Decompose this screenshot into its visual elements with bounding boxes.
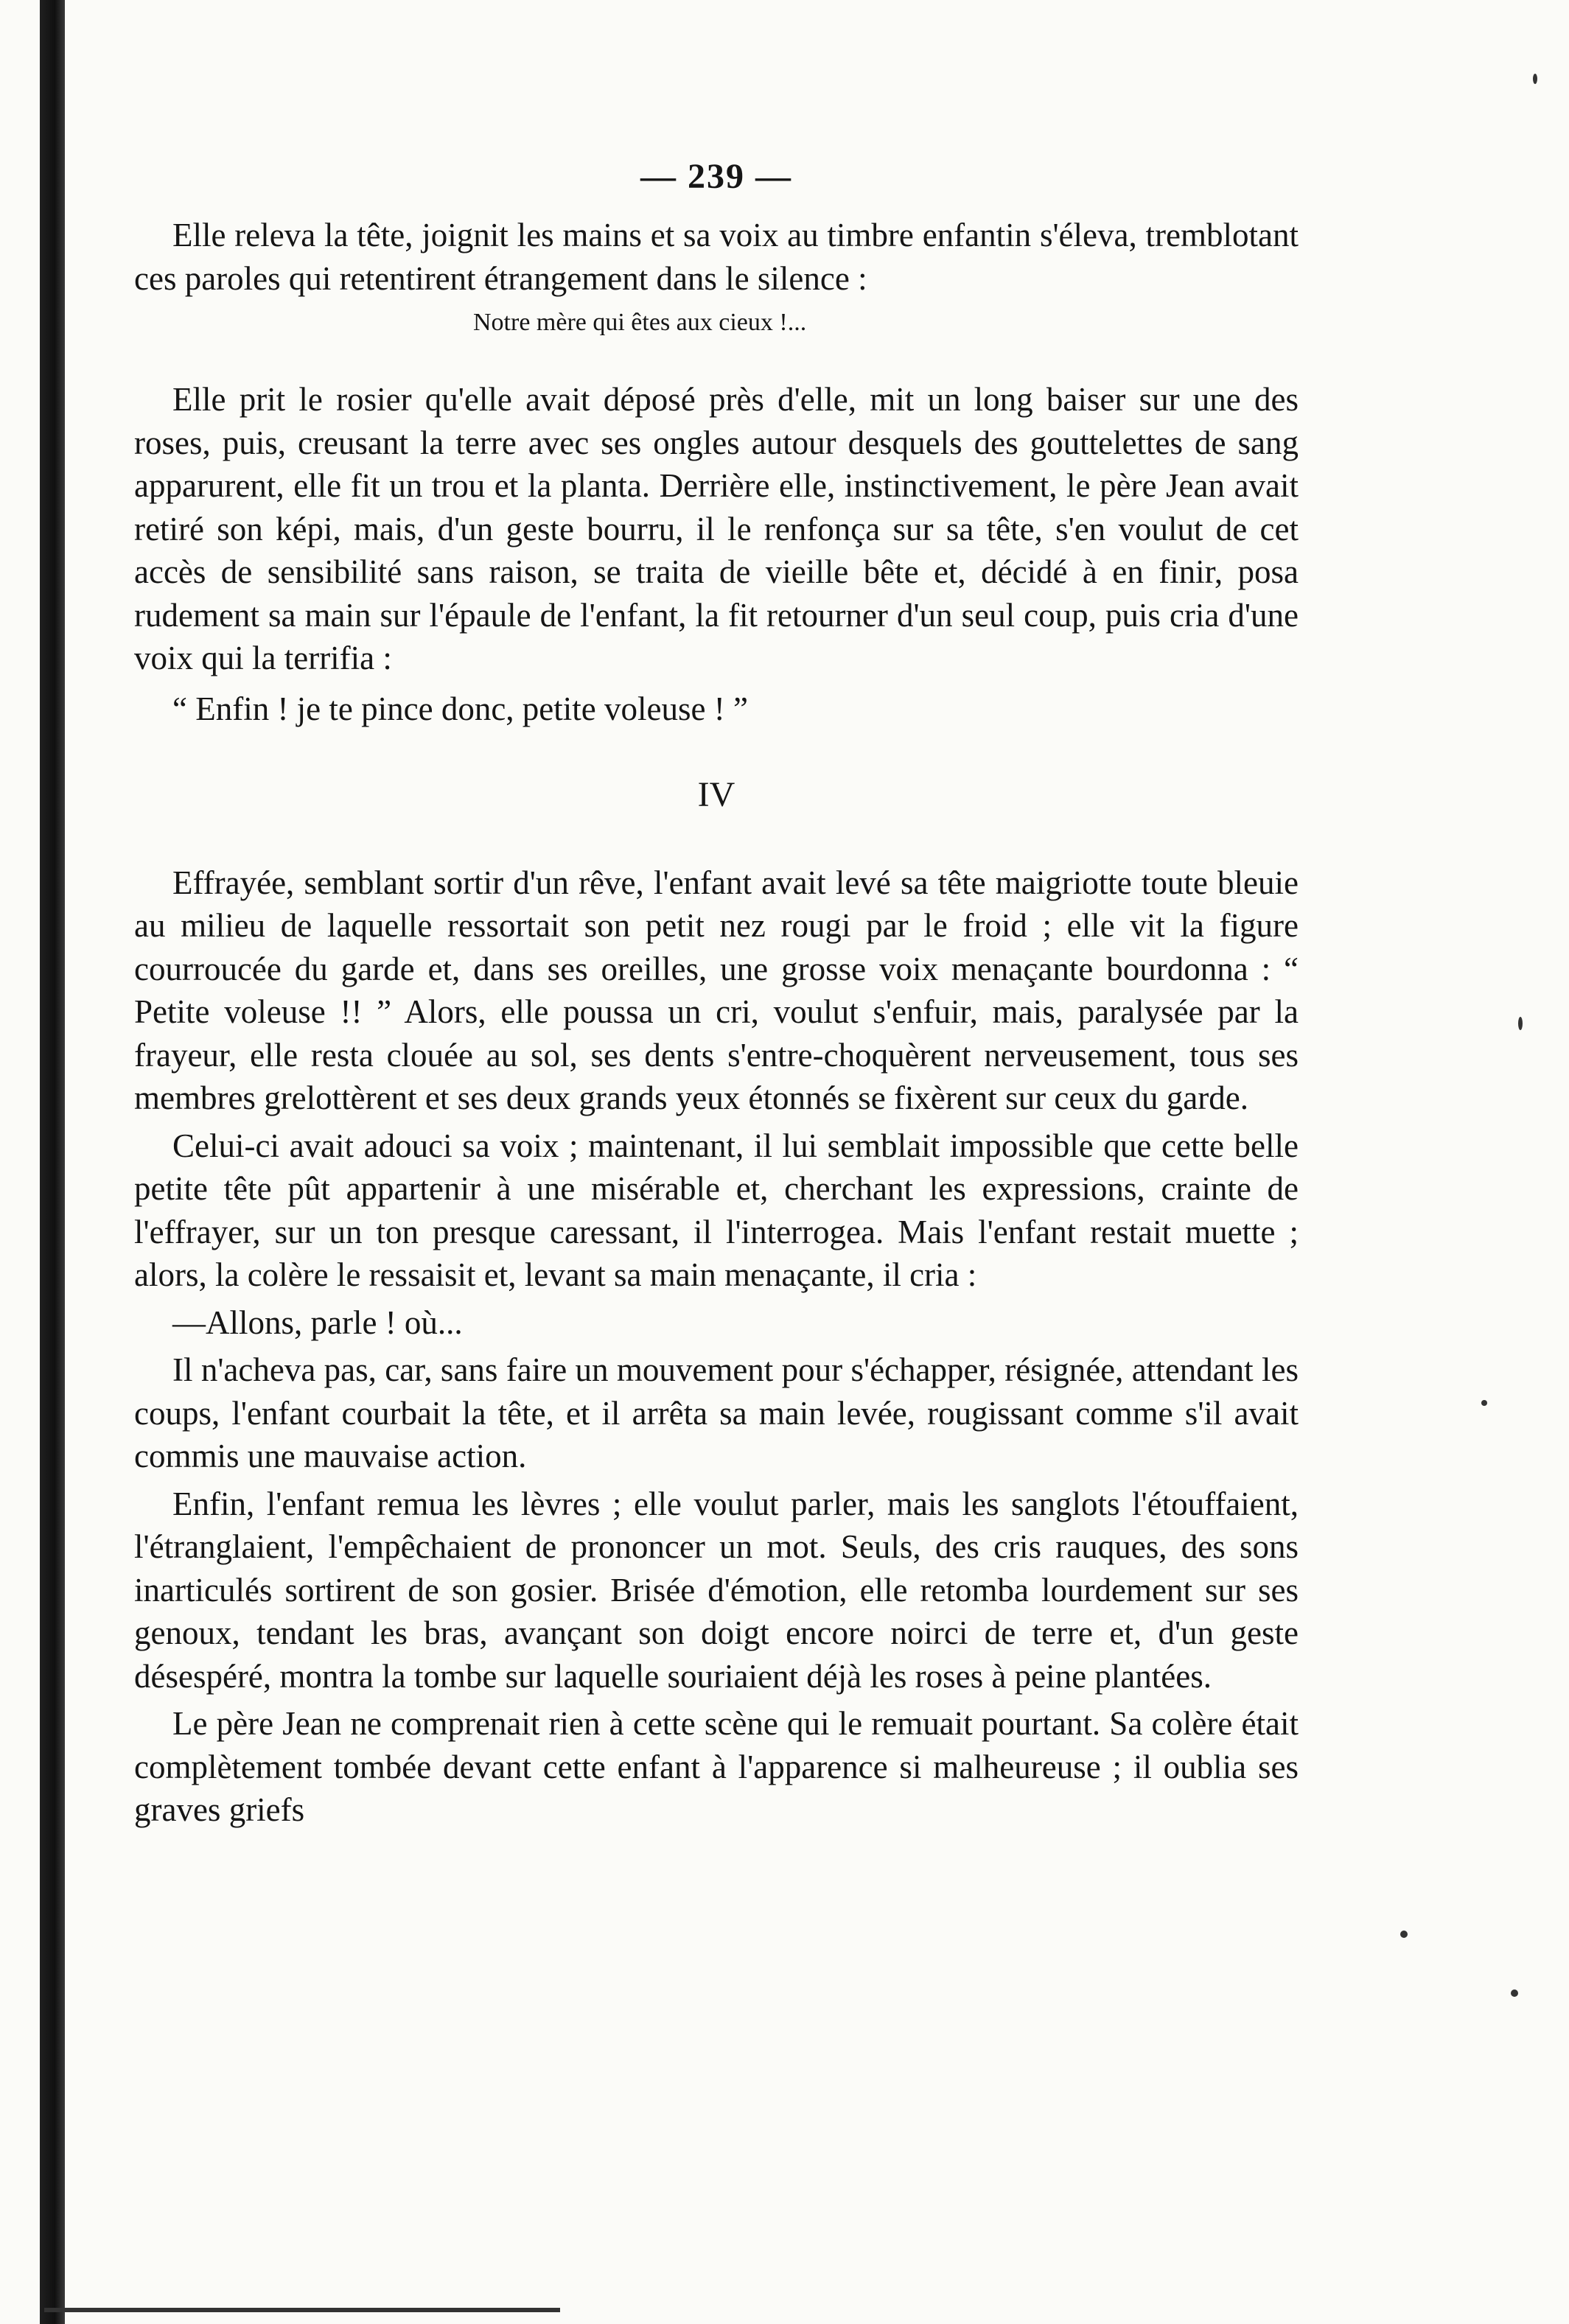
paragraph-2: Elle prit le rosier qu'elle avait déposé près d'elle, mit un long baiser sur une des roses, puis, creusant la terre avec ses ongles autour desquels des gouttelettes de sang apparurent, elle fit un trou et la planta. Derrière elle, instinctivement, le père Jean avait retiré son képi, mais, d'un geste bourru, il le renfonça sur sa tête, s'en voulut de cet accès de sensibilité sans raison, se traita de vieille bête et, décidé à en finir, posa rudement sa main sur l'épaule de l'enfant, la fit retourner d'un seul coup, puis cria d'une voix qui la terrifia :: [134, 381, 1299, 676]
prayer-line: Notre mère qui êtes aux cieux !...: [473, 309, 807, 336]
scan-speck: [1533, 74, 1537, 84]
page-number: — 239 —: [640, 157, 792, 196]
paragraph-7: Le père Jean ne comprenait rien à cette scène qui le remuait pourtant. Sa colère était complètement tombée devant cette enfant à l'apparence si malheureuse ; il oublia ses graves griefs: [134, 1705, 1299, 1828]
dialogue-line: —Allons, parle ! où...: [172, 1303, 463, 1341]
scan-speck: [1481, 1400, 1487, 1406]
paragraph-6: Enfin, l'enfant remua les lèvres ; elle voulut parler, mais les sanglots l'étouffaient, l'étranglaient, l'empêchaient de prononcer un mot. Seuls, des cris rauques, des sons inarticulés sortirent de son gosier. Brisée d'émotion, elle retomba lourdement sur ses genoux, tendant les bras, avançant son doigt encore noirci de terre et, d'un geste désespéré, montra la tombe sur laquelle souriaient déjà les roses à peine plantées.: [134, 1485, 1299, 1695]
scan-binding-edge: [40, 0, 65, 2324]
scan-speck: [1511, 1989, 1518, 1997]
paragraph-5: Il n'acheva pas, car, sans faire un mouvement pour s'échapper, résignée, attendant les coups, l'enfant courbait la tête, et il arrêta sa main levée, rougissant comme s'il avait commis une mauvaise action.: [134, 1351, 1299, 1474]
scan-speck: [1400, 1931, 1408, 1938]
paragraph-3: Effrayée, semblant sortir d'un rêve, l'enfant avait levé sa tête maigriotte toute bleuie au milieu de laquelle ressortait son petit nez rougi par le froid ; elle vit la figure courroucée du garde et, dans ses oreilles, une grosse voix menaçante bourdonna : “ Petite voleuse !! ” Alors, elle poussa un cri, voulut s'enfuir, mais, paralysée par la frayeur, elle resta clouée au sol, ses dents s'entre-choquèrent nerveusement, tous ses membres grelottèrent et ses deux grands yeux étonnés se fixèrent sur ceux du garde.: [134, 864, 1299, 1116]
paragraph-1: Elle releva la tête, joignit les mains et sa voix au timbre enfantin s'éleva, tremblotant ces paroles qui retentirent étrangement dans le silence :: [134, 217, 1299, 297]
book-page: [134, 155, 1299, 1836]
scan-bottom-edge: [44, 2308, 560, 2312]
scan-speck: [1518, 1017, 1523, 1030]
exclamation-quote: “ Enfin ! je te pince donc, petite voleuse ! ”: [172, 690, 748, 727]
section-heading: IV: [697, 774, 735, 814]
paragraph-4: Celui-ci avait adouci sa voix ; maintenant, il lui semblait impossible que cette belle petite tête pût appartenir à une misérable et, cherchant les expressions, crainte de l'effrayer, sur un ton presque caressant, il l'interrogea. Mais l'enfant restait muette ; alors, la colère le ressaisit et, levant sa main menaçante, il cria :: [134, 1127, 1299, 1293]
